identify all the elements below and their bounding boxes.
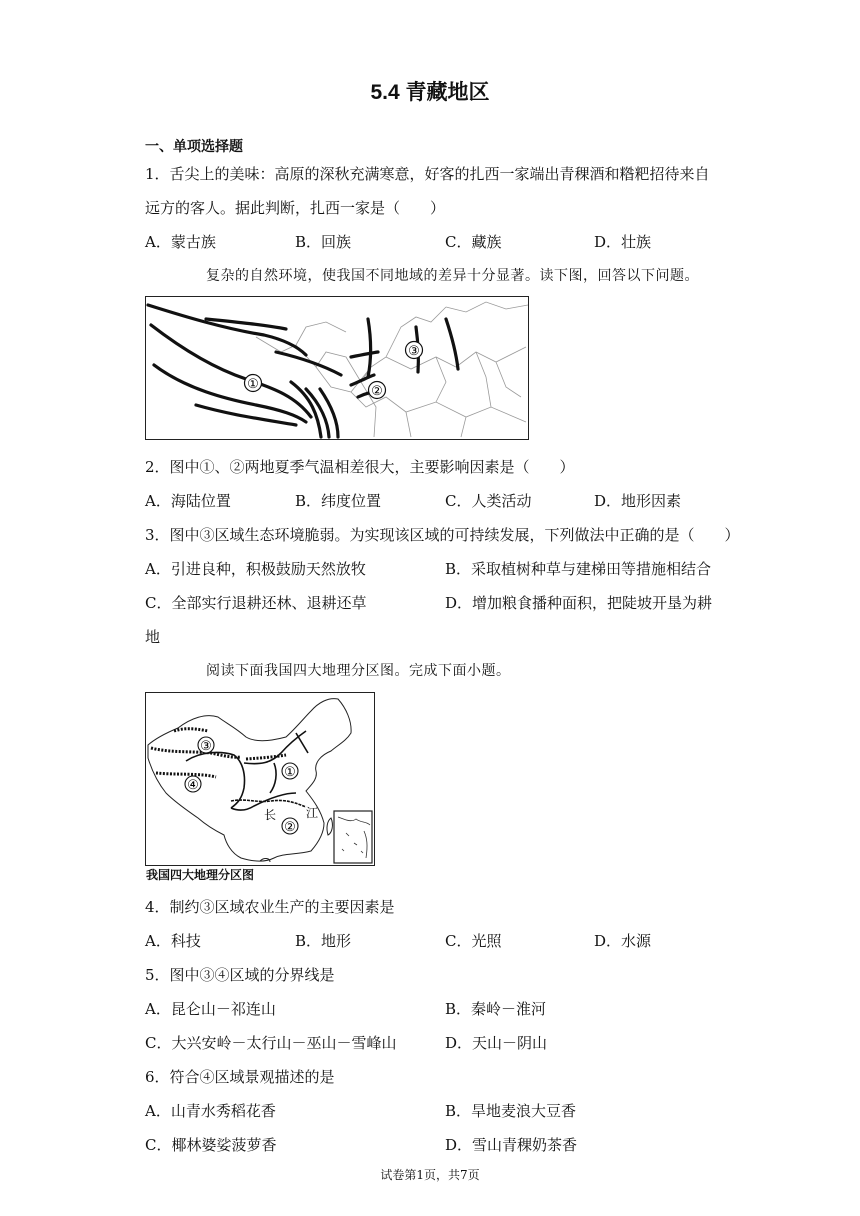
q4-option-a: A．科技 — [145, 932, 201, 950]
q5-option-a: A．昆仑山－祁连山 — [145, 1000, 276, 1018]
svg-text:②: ② — [371, 384, 383, 399]
q3-stem: 3．图中③区域生态环境脆弱。为实现该区域的可持续发展，下列做法中正确的是（ ） — [145, 526, 740, 544]
yangtze-river — [231, 800, 306, 807]
intro-text-1: 复杂的自然环境，使我国不同地域的差异十分显著。读下图，回答以下问题。 — [206, 268, 699, 284]
map2-label-4 — [185, 776, 201, 793]
section-heading: 一、单项选择题 — [145, 138, 243, 154]
map2-label-1 — [282, 763, 298, 780]
q5-option-d: D．天山－阴山 — [445, 1034, 548, 1052]
q3-option-d: D．增加粮食播种面积，把陡坡开垦为耕 — [445, 594, 713, 612]
q2-option-d: D．地形因素 — [594, 492, 682, 510]
q6-option-b: B．旱地麦浪大豆香 — [445, 1102, 577, 1120]
q3-option-a: A．引进良种，积极鼓励天然放牧 — [145, 560, 366, 578]
q5-stem: 5．图中③④区域的分界线是 — [145, 966, 335, 984]
q5-option-b: B．秦岭－淮河 — [445, 1000, 547, 1018]
map2-label-3 — [198, 737, 214, 754]
q1-option-c: C．藏族 — [445, 233, 502, 251]
q2-stem: 2．图中①、②两地夏季气温相差很大，主要影响因素是（ ） — [145, 458, 575, 476]
q3-option-b: B．采取植树种草与建梯田等措施相结合 — [445, 560, 712, 578]
q1-option-b: B．回族 — [295, 233, 352, 251]
q6-option-d: D．雪山青稞奶茶香 — [445, 1136, 578, 1154]
q6-option-c: C．椰林婆娑菠萝香 — [145, 1136, 277, 1154]
q5-option-c: C．大兴安岭－太行山－巫山－雪峰山 — [145, 1034, 397, 1052]
terrain-map — [146, 297, 528, 439]
river-label-chang: 长 — [264, 808, 277, 822]
svg-text:③: ③ — [408, 344, 420, 359]
q2-option-c: C．人类活动 — [445, 492, 532, 510]
four-regions-map-figure — [145, 692, 375, 866]
intro-text-2: 阅读下面我国四大地理分区图。完成下面小题。 — [206, 663, 511, 679]
svg-text:①: ① — [284, 765, 296, 780]
q2-option-a: A．海陆位置 — [145, 492, 231, 510]
four-regions-map — [146, 693, 374, 865]
q4-option-c: C．光照 — [445, 932, 502, 950]
q2-option-b: B．纬度位置 — [295, 492, 382, 510]
terrain-map-figure — [145, 296, 529, 440]
svg-text:①: ① — [247, 377, 259, 392]
q1-option-d: D．壮族 — [594, 233, 652, 251]
q1-option-a: A．蒙古族 — [145, 233, 216, 251]
page-title: 5.4 青藏地区 — [370, 81, 490, 104]
q6-stem: 6．符合④区域景观描述的是 — [145, 1068, 335, 1086]
q6-option-a: A．山青水秀稻花香 — [145, 1102, 276, 1120]
map1-label-3 — [406, 342, 423, 360]
svg-text:③: ③ — [200, 739, 212, 754]
page-footer: 试卷第1页，共7页 — [380, 1168, 480, 1182]
q4-stem: 4．制约③区域农业生产的主要因素是 — [145, 898, 395, 916]
map1-label-2 — [369, 382, 386, 400]
q4-option-b: B．地形 — [295, 932, 352, 950]
svg-text:④: ④ — [187, 778, 199, 793]
q1-stem-line1: 1．舌尖上的美味：高原的深秋充满寒意，好客的扎西一家端出青稞酒和糌粑招待来自 — [145, 165, 710, 183]
q4-option-d: D．水源 — [594, 932, 652, 950]
map1-label-1 — [245, 375, 262, 393]
map2-caption: 我国四大地理分区图 — [146, 868, 255, 882]
svg-text:②: ② — [284, 820, 296, 835]
river-label-jiang: 江 — [306, 806, 319, 820]
q1-stem-line2: 远方的客人。据此判断，扎西一家是（ ） — [145, 199, 446, 217]
map2-label-2 — [282, 818, 298, 835]
q3-option-c: C．全部实行退耕还林、退耕还草 — [145, 594, 367, 612]
q3-option-d-wrap: 地 — [145, 628, 161, 646]
